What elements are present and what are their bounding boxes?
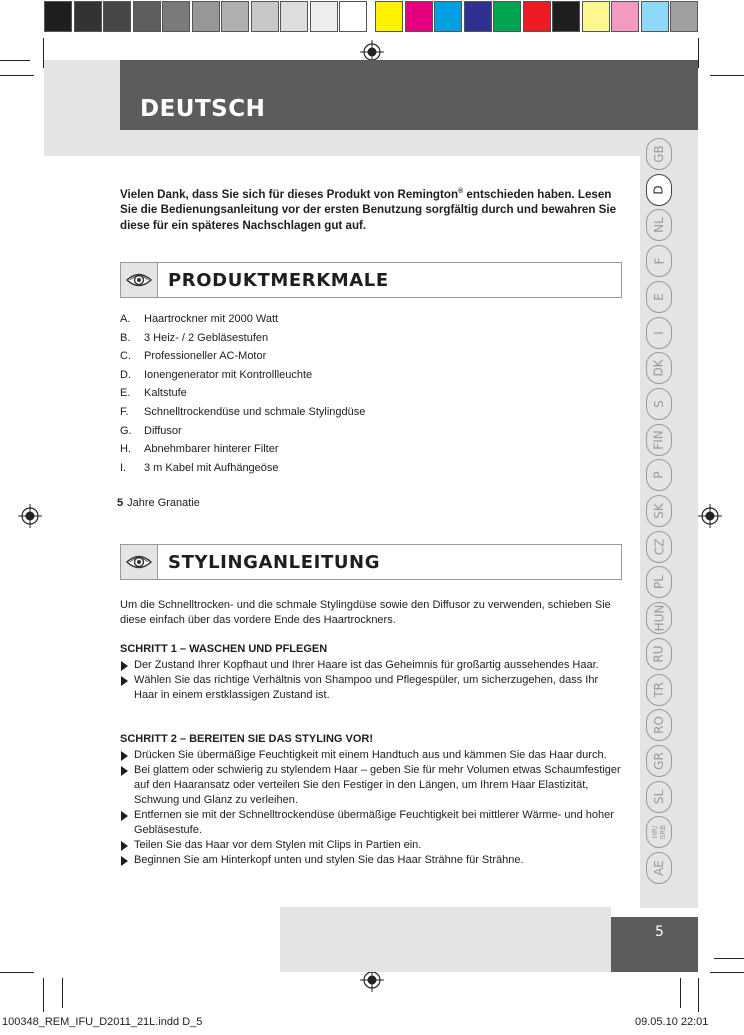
crop-mark <box>698 978 699 1012</box>
lang-tab[interactable] <box>646 531 672 563</box>
slug-datetime: 09.05.10 22:01 <box>635 1016 709 1028</box>
lang-tab-label: GB <box>652 145 666 163</box>
lang-tab[interactable] <box>646 424 672 456</box>
lang-tab[interactable] <box>646 816 672 848</box>
bullet-text: Bei glattem oder schwierig zu stylendem Haar – geben Sie für mehr Volumen etwas Schaumfestiger auf den Haaransatz oder verteilen Sie den Festiger in den Längen, um Ihrem Haar Elastizität, Schwung und Glanz zu verleihen. <box>134 764 621 806</box>
bullet-item <box>120 808 622 838</box>
lang-tab-label: DK <box>651 359 666 377</box>
registration-mark-icon <box>698 504 722 528</box>
step1-bullet-list <box>120 658 622 703</box>
lang-tab[interactable] <box>646 317 672 349</box>
color-swatch <box>670 1 698 32</box>
feature-letter: C. <box>120 350 131 363</box>
lang-tab-label: SL <box>652 789 666 804</box>
feature-letter: A. <box>120 313 131 325</box>
feature-letter: I. <box>120 461 127 474</box>
triangle-bullet-icon <box>121 676 128 686</box>
feature-text: 3 Heiz- / 2 Gebläsestufen <box>144 331 269 344</box>
lang-tab[interactable] <box>646 602 672 634</box>
feature-text: Diffusor <box>144 424 182 437</box>
registered-mark: ® <box>458 188 464 195</box>
registration-mark-icon <box>18 504 42 528</box>
gray-swatch <box>280 1 308 32</box>
bullet-item <box>120 853 622 868</box>
triangle-bullet-icon <box>121 841 128 851</box>
bullet-text: Drücken Sie übermäßige Feuchtigkeit mit einem Handtuch aus und kämmen Sie das Haar durch. <box>134 749 607 761</box>
lang-tab[interactable] <box>646 566 672 598</box>
bullet-item <box>120 673 622 703</box>
feature-text: Abnehmbarer hinterer Filter <box>144 443 279 456</box>
step2-heading: SCHRITT 2 – BEREITEN SIE DAS STYLING VOR! <box>120 733 374 745</box>
lang-tab-label: F <box>652 257 666 265</box>
lang-tab-label: NL <box>651 217 666 234</box>
color-swatch <box>641 1 669 32</box>
crop-mark <box>62 978 63 1008</box>
feature-text: 3 m Kabel mit Aufhängeöse <box>144 461 279 474</box>
gray-swatch <box>133 1 161 32</box>
lang-tab[interactable] <box>646 281 672 313</box>
slug-filename: 100348_REM_IFU_D2011_21L.indd D_5 <box>2 1016 203 1028</box>
warranty-years: 5 <box>117 497 124 509</box>
lang-tab[interactable] <box>646 388 672 420</box>
styling-intro: Um die Schnelltrocken- und die schmale Stylingdüse sowie den Diffusor zu verwenden, schieben Sie diese einfach über das vordere Ende des Haartrockners. <box>120 599 611 626</box>
feature-text: Schnelltrockendüse und schmale Stylingdüse <box>144 405 366 418</box>
crop-mark <box>0 75 34 76</box>
styling-section-header <box>120 544 622 580</box>
gray-swatch <box>162 1 190 32</box>
bullet-item <box>120 838 622 853</box>
lang-tab-label: HR/ SRB <box>651 825 667 840</box>
triangle-bullet-icon <box>121 751 128 761</box>
triangle-bullet-icon <box>121 856 128 866</box>
lang-tab[interactable] <box>646 459 672 491</box>
lang-tab[interactable] <box>646 709 672 741</box>
bullet-text: Wählen Sie das richtige Verhältnis von Shampoo und Pflegespüler, um sicherzugehen, dass Ihr Haar in einem erstklassigen Zustand ist. <box>134 674 599 701</box>
crop-mark <box>710 75 744 76</box>
color-swatch <box>375 1 403 32</box>
lang-tab[interactable] <box>646 138 672 170</box>
lang-tab[interactable] <box>646 495 672 527</box>
color-swatch <box>464 1 492 32</box>
lang-tab-label: AE <box>651 860 666 876</box>
feature-text: Haartrockner mit 2000 Watt <box>144 313 279 325</box>
bullet-text: Beginnen Sie am Hinterkopf unten und stylen Sie das Haar Strähne für Strähne. <box>134 854 524 866</box>
crop-mark <box>698 38 699 68</box>
warranty-line <box>117 497 200 509</box>
lang-tab[interactable] <box>646 781 672 813</box>
lang-tab-label: CZ <box>651 538 666 555</box>
lang-tab-label: PL <box>651 575 666 590</box>
crop-mark <box>710 972 744 973</box>
lang-tab[interactable] <box>646 209 672 241</box>
lang-tab-label: HUN <box>652 604 667 632</box>
color-swatch <box>434 1 462 32</box>
color-swatch <box>405 1 433 32</box>
lang-tab[interactable] <box>646 245 672 277</box>
gray-swatch <box>251 1 279 32</box>
header-underband <box>44 130 698 156</box>
crop-mark <box>0 972 34 973</box>
bullet-text: Der Zustand Ihrer Kopfhaut und Ihrer Haare ist das Geheimnis für großartig aussehendes Haar. <box>134 659 599 671</box>
bullet-item <box>120 763 622 808</box>
bullet-text: Teilen Sie das Haar vor dem Stylen mit Clips in Partien ein. <box>134 839 422 851</box>
lang-tab-label: GR <box>651 752 666 770</box>
lang-tab[interactable] <box>646 174 672 206</box>
intro-paragraph: Vielen Dank, dass Sie sich für dieses Produkt von Remington® entschieden haben. Lesen Sie die Bedienungsanleitung vor der ersten Benutzung sorgfältig durch und bewahren Sie diese für ein späteres Nachschlagen gut auf. <box>120 187 617 232</box>
lang-tab-label: RU <box>652 645 666 663</box>
lang-tab[interactable] <box>646 745 672 777</box>
feature-text: Kaltstufe <box>144 387 187 400</box>
triangle-bullet-icon <box>121 661 128 671</box>
crop-mark <box>0 60 30 61</box>
lang-tab-label: FIN <box>651 429 666 450</box>
crop-mark <box>680 978 681 1008</box>
gray-swatch <box>74 1 102 32</box>
feature-text: Ionengenerator mit Kontrollleuchte <box>144 368 313 381</box>
warranty-text: Jahre Granatie <box>127 497 200 509</box>
lang-tab-label: SK <box>652 503 666 519</box>
crop-mark <box>43 978 44 1012</box>
feature-letter: G. <box>120 424 132 437</box>
eye-icon <box>121 545 158 579</box>
color-swatch <box>523 1 551 32</box>
feature-letter: H. <box>120 443 131 456</box>
lang-tab[interactable] <box>646 674 672 706</box>
bullet-item <box>120 658 622 673</box>
lang-tab-label: D <box>652 185 666 195</box>
color-swatch <box>582 1 610 32</box>
triangle-bullet-icon <box>121 766 128 776</box>
gray-swatch <box>44 1 72 32</box>
feature-letter: E. <box>120 387 131 400</box>
features-section-header <box>120 262 622 298</box>
bullet-item <box>120 748 622 763</box>
lang-tab-label: S <box>652 400 666 408</box>
lang-tab-label: RO <box>651 716 666 735</box>
features-section-title: PRODUKTMERKMALE <box>168 270 389 291</box>
gray-swatch <box>310 1 338 32</box>
lang-tab-label: E <box>652 293 666 301</box>
lang-tab[interactable] <box>646 638 672 670</box>
feature-letter: F. <box>120 405 129 418</box>
gray-swatch <box>103 1 131 32</box>
gray-swatch <box>221 1 249 32</box>
color-swatch <box>493 1 521 32</box>
lang-tab-label: P <box>652 471 666 479</box>
lang-tab-label: TR <box>651 681 666 698</box>
eye-icon <box>121 263 158 297</box>
page-number: 5 <box>655 924 664 940</box>
step2-bullet-list <box>120 748 622 868</box>
color-swatch <box>552 1 580 32</box>
triangle-bullet-icon <box>121 811 128 821</box>
styling-section-title: STYLINGANLEITUNG <box>168 552 381 573</box>
gray-swatch <box>339 1 367 32</box>
step1-heading: SCHRITT 1 – WASCHEN UND PFLEGEN <box>120 643 328 655</box>
footer-band <box>280 907 611 972</box>
color-swatch <box>611 1 639 32</box>
lang-tab-label: I <box>651 330 666 335</box>
lang-tab[interactable] <box>646 852 672 884</box>
page-title: DEUTSCH <box>140 96 266 122</box>
feature-letter: B. <box>120 331 131 344</box>
gray-swatch <box>192 1 220 32</box>
feature-text: Professioneller AC-Motor <box>144 350 267 363</box>
crop-mark <box>714 958 744 959</box>
bullet-text: Entfernen sie mit der Schnelltrockendüse übermäßige Feuchtigkeit bei mittlerer Wärme- und hoher Gebläsestufe. <box>134 809 614 836</box>
lang-tab[interactable] <box>646 352 672 384</box>
feature-letter: D. <box>120 368 131 381</box>
